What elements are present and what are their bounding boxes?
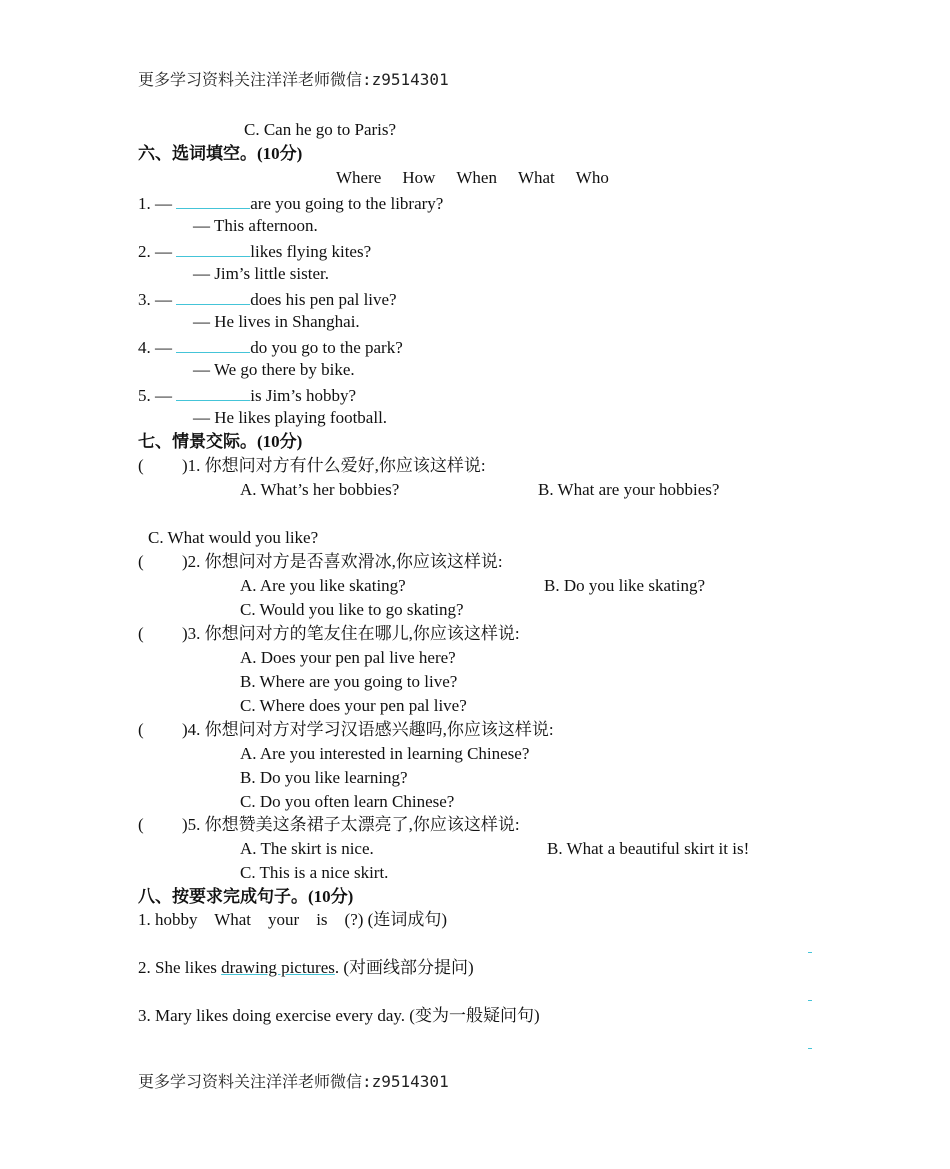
s7-q4-option-a: A. Are you interested in learning Chinese?: [240, 744, 530, 763]
question-number: 2. —: [138, 242, 172, 261]
page-footer: 更多学习资料关注洋洋老师微信:z9514301: [138, 1072, 449, 1091]
word-bank: [336, 166, 630, 190]
s7-q5-prompt: [138, 813, 520, 837]
s7-q2-option-a: A. Are you like skating?: [240, 576, 406, 595]
question-text: )4. 你想问对方对学习汉语感兴趣吗,你应该这样说:: [182, 720, 554, 739]
answer-paren[interactable]: (: [138, 815, 144, 834]
section8-title: 八、按要求完成句子。(10分): [138, 887, 354, 906]
answer-blank[interactable]: [176, 190, 250, 209]
s7-q5-option-c: C. This is a nice skirt.: [240, 863, 389, 882]
scrambled-word: is: [316, 910, 328, 929]
s7-q1-option-b: B. What are your hobbies?: [538, 480, 720, 499]
word-bank-item: Who: [575, 168, 609, 187]
s7-q1-prompt: [138, 454, 486, 478]
s7-q3-option-a: A. Does your pen pal live here?: [240, 648, 456, 667]
answer-paren[interactable]: (: [138, 552, 144, 571]
s7-q4-prompt: [138, 718, 554, 742]
answer-blank[interactable]: [176, 238, 250, 257]
scrambled-word: What: [214, 910, 252, 929]
question-number: 5. —: [138, 386, 172, 405]
answer-paren[interactable]: (: [138, 720, 144, 739]
s6-q1-response: — This afternoon.: [193, 216, 318, 235]
s6-q4: [138, 334, 403, 360]
s7-q4-option-c: C. Do you often learn Chinese?: [240, 792, 455, 811]
word-bank-item: What: [517, 168, 555, 187]
s7-q5-option-b: B. What a beautiful skirt it is!: [547, 839, 750, 858]
word-bank-item: When: [456, 168, 497, 187]
scrambled-word: (?): [344, 910, 364, 929]
question-number: 4. —: [138, 338, 172, 357]
answer-blank[interactable]: [176, 334, 250, 353]
s7-q1-option-a: A. What’s her bobbies?: [240, 480, 400, 499]
question-text: likes flying kites?: [250, 242, 372, 261]
instruction: (连词成句): [367, 910, 447, 929]
sentence-text: . (对画线部分提问): [334, 958, 474, 977]
page-header: 更多学习资料关注洋洋老师微信:z9514301: [138, 70, 449, 89]
scrambled-word: 1. hobby: [138, 910, 198, 929]
s6-q3: [138, 286, 397, 312]
s6-q5-response: — He likes playing football.: [193, 408, 388, 427]
question-text: do you go to the park?: [250, 338, 403, 357]
s7-q3-option-b: B. Where are you going to live?: [240, 672, 458, 691]
question-text: is Jim’s hobby?: [250, 386, 357, 405]
answer-paren[interactable]: (: [138, 624, 144, 643]
s7-q1-option-c: C. What would you like?: [148, 528, 319, 547]
question-text: does his pen pal live?: [250, 290, 397, 309]
word-bank-item: Where: [336, 168, 382, 187]
word-bank-item: How: [402, 168, 436, 187]
s7-q2-prompt: [138, 550, 503, 574]
s8-q1: [138, 908, 447, 932]
question-number: 3. —: [138, 290, 172, 309]
s6-q2: [138, 238, 371, 264]
sentence-text: 2. She likes: [138, 958, 222, 977]
question-text: are you going to the library?: [250, 194, 444, 213]
question-text: )5. 你想赞美这条裙子太漂亮了,你应该这样说:: [182, 815, 520, 834]
s6-q2-response: — Jim’s little sister.: [193, 264, 330, 283]
answer-blank[interactable]: [176, 286, 250, 305]
answer-line-marker: [808, 1048, 812, 1049]
s7-q4-option-b: B. Do you like learning?: [240, 768, 408, 787]
s6-q4-response: — We go there by bike.: [193, 360, 355, 379]
s8-q3: 3. Mary likes doing exercise every day. (变为一般疑问句): [138, 1006, 540, 1025]
prev-option-c: C. Can he go to Paris?: [244, 120, 397, 139]
answer-line-marker: [808, 1000, 812, 1001]
section6-title: 六、选词填空。(10分): [138, 144, 303, 163]
answer-line-marker: [808, 952, 812, 953]
s6-q1: [138, 190, 443, 216]
underlined-phrase: drawing pictures: [221, 958, 335, 977]
answer-paren[interactable]: (: [138, 456, 144, 475]
question-text: )1. 你想问对方有什么爱好,你应该这样说:: [182, 456, 486, 475]
s7-q3-prompt: [138, 622, 520, 646]
question-text: )2. 你想问对方是否喜欢滑冰,你应该这样说:: [182, 552, 503, 571]
s7-q2-option-b: B. Do you like skating?: [544, 576, 706, 595]
scrambled-word: your: [268, 910, 300, 929]
s8-q2: [138, 956, 474, 980]
s7-q2-option-c: C. Would you like to go skating?: [240, 600, 464, 619]
section7-title: 七、情景交际。(10分): [138, 432, 303, 451]
question-text: )3. 你想问对方的笔友住在哪儿,你应该这样说:: [182, 624, 520, 643]
answer-blank[interactable]: [176, 382, 250, 401]
s7-q3-option-c: C. Where does your pen pal live?: [240, 696, 467, 715]
s6-q3-response: — He lives in Shanghai.: [193, 312, 360, 331]
question-number: 1. —: [138, 194, 172, 213]
s6-q5: [138, 382, 356, 408]
s7-q5-option-a: A. The skirt is nice.: [240, 839, 374, 858]
